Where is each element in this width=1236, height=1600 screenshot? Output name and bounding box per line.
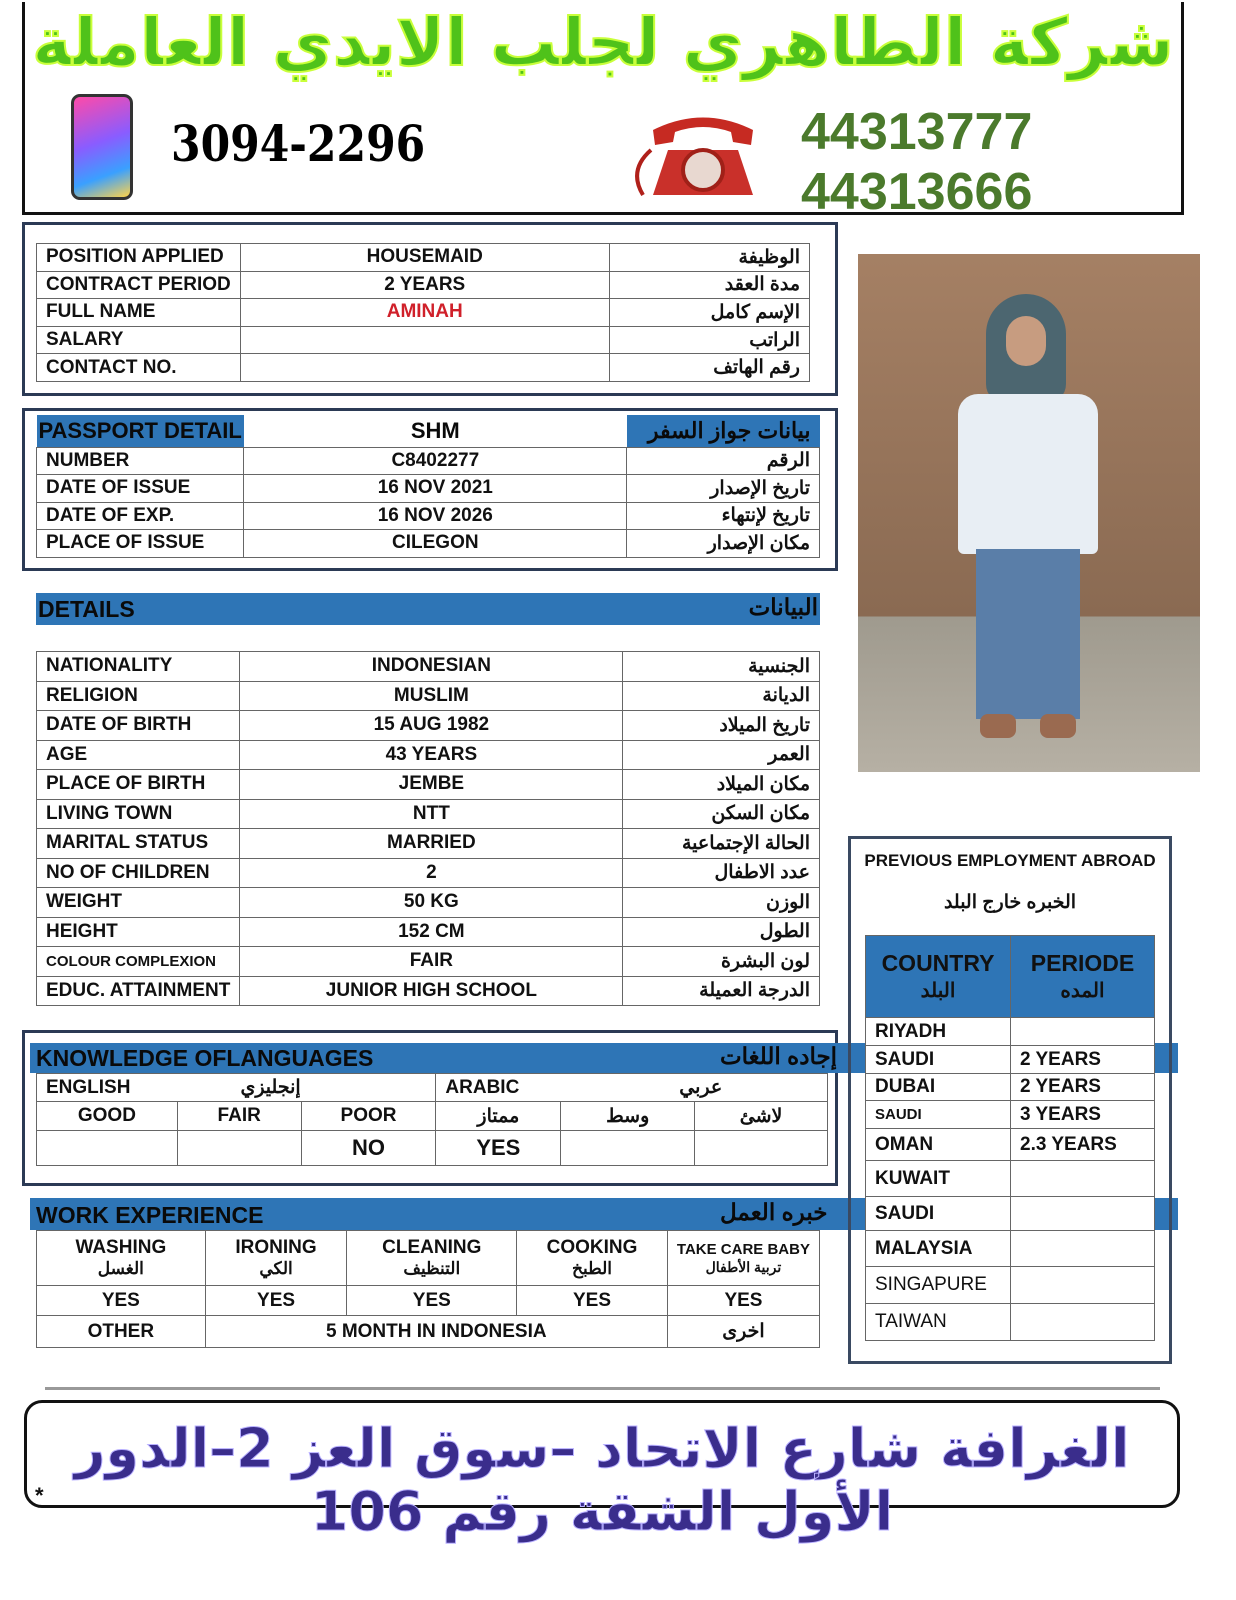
field-label-ar: تاريخ الميلاد <box>623 711 820 741</box>
other-label: OTHER <box>37 1316 206 1348</box>
table-row <box>37 326 810 354</box>
language-value <box>695 1131 828 1166</box>
field-value: JEMBE <box>240 770 623 800</box>
table-row <box>37 799 820 829</box>
table-row <box>37 475 820 503</box>
table-row <box>37 740 820 770</box>
table-row <box>37 770 820 800</box>
language-value: NO <box>301 1131 436 1166</box>
skill-name-ar: الغسل <box>97 1259 144 1279</box>
divider <box>45 1387 1160 1390</box>
work-title: WORK EXPERIENCE <box>36 1202 264 1228</box>
skill-name-ar: الكي <box>259 1259 293 1279</box>
skill-header <box>37 1231 206 1286</box>
table-row <box>37 711 820 741</box>
other-row <box>37 1316 820 1348</box>
field-value: 16 NOV 2021 <box>244 475 627 503</box>
skill-values-row <box>37 1286 820 1316</box>
table-row <box>37 858 820 888</box>
languages-title: KNOWLEDGE OFLANGUAGES <box>36 1045 374 1071</box>
previous-period <box>1011 1267 1155 1304</box>
skill-name: WASHING <box>75 1237 167 1259</box>
previous-country: KUWAIT <box>866 1161 1011 1197</box>
previous-country: SAUDI <box>866 1197 1011 1231</box>
field-label: NO OF CHILDREN <box>37 858 240 888</box>
work-table <box>36 1230 820 1348</box>
previous-country: MALAYSIA <box>866 1231 1011 1267</box>
field-label: EDUC. ATTAINMENT <box>37 976 240 1006</box>
field-label-ar: مكان الميلاد <box>623 770 820 800</box>
address: الغرافة شارع الاتحاد –سوق العز 2–الدور الأول الشقة رقم 106 <box>74 1417 1130 1543</box>
previous-row <box>866 1129 1155 1161</box>
field-label-ar: الطول <box>623 917 820 947</box>
arabic-ar: عربي <box>679 1077 723 1098</box>
field-label-ar: مكان السكن <box>623 799 820 829</box>
skill-value: YES <box>347 1286 517 1316</box>
phone-number-1: 44313777 <box>801 103 1033 161</box>
table-row <box>37 530 820 558</box>
passport-title: PASSPORT DETAIL <box>37 415 244 447</box>
field-label: RELIGION <box>37 681 240 711</box>
mobile-number: 3094-2296 <box>171 114 426 173</box>
previous-employment-table <box>865 935 1155 1341</box>
field-label-ar: الحالة الإجتماعية <box>623 829 820 859</box>
skill-name-ar: التنظيف <box>403 1259 461 1279</box>
previous-row <box>866 1197 1155 1231</box>
passport-code: SHM <box>410 417 460 443</box>
company-header <box>22 2 1184 221</box>
field-label-ar: الديانة <box>623 681 820 711</box>
field-label: PLACE OF ISSUE <box>37 530 244 558</box>
work-title-ar: خبره العمل <box>720 1199 828 1225</box>
company-name: شركة الطاهري لجلب الايدي العاملة <box>32 4 1174 81</box>
field-label: PLACE OF BIRTH <box>37 770 240 800</box>
col-ar: البلد <box>920 980 956 1003</box>
skill-name: TAKE CARE BABY <box>676 1241 810 1259</box>
table-row <box>37 299 810 327</box>
field-label: COLOUR COMPLEXION <box>37 947 240 977</box>
english-label <box>37 1074 436 1102</box>
language-level: وسط <box>561 1102 695 1131</box>
previous-country: OMAN <box>866 1129 1011 1161</box>
previous-country: SAUDI <box>866 1101 1011 1129</box>
previous-period: 2.3 YEARS <box>1011 1129 1155 1161</box>
col-ar: المده <box>1060 980 1105 1003</box>
previous-row <box>866 1231 1155 1267</box>
candidate-photo <box>858 254 1200 772</box>
field-label-ar: مكان الإصدار <box>627 530 820 558</box>
skill-value: YES <box>667 1286 819 1316</box>
passport-table <box>36 415 820 558</box>
skill-name: IRONING <box>235 1237 317 1259</box>
field-label: LIVING TOWN <box>37 799 240 829</box>
skill-name: COOKING <box>546 1237 638 1259</box>
table-row <box>37 502 820 530</box>
telephone-icon <box>623 110 783 200</box>
language-value <box>37 1131 178 1166</box>
previous-row <box>866 1161 1155 1197</box>
previous-country: SINGAPURE <box>866 1267 1011 1304</box>
previous-employment-title: PREVIOUS EMPLOYMENT ABROAD <box>864 851 1156 870</box>
language-values-row <box>37 1131 828 1166</box>
field-label-ar: الإسم كامل <box>609 299 809 327</box>
passport-header-row <box>37 415 820 447</box>
field-label: CONTRACT PERIOD <box>37 271 241 299</box>
language-names-row <box>37 1074 828 1102</box>
field-label-ar: الدرجة العميلة <box>623 976 820 1006</box>
skill-value: YES <box>517 1286 668 1316</box>
previous-employment-title-ar: الخبره خارج البلد <box>943 892 1077 913</box>
field-value: NTT <box>240 799 623 829</box>
field-label-ar: تاريخ لإنتهاء <box>627 502 820 530</box>
skill-value: YES <box>205 1286 347 1316</box>
field-value: CILEGON <box>244 530 627 558</box>
table-row <box>37 271 810 299</box>
table-row <box>37 244 810 272</box>
table-row <box>37 681 820 711</box>
col-en: COUNTRY <box>881 949 995 976</box>
language-levels-row <box>37 1102 828 1131</box>
field-value: INDONESIAN <box>240 652 623 682</box>
previous-row <box>866 1074 1155 1101</box>
field-value: 2 YEARS <box>240 271 609 299</box>
field-value <box>240 326 609 354</box>
passport-title-ar: بيانات جواز السفر <box>627 415 820 447</box>
field-value: 50 KG <box>240 888 623 918</box>
field-value: 2 <box>240 858 623 888</box>
field-value: 152 CM <box>240 917 623 947</box>
details-title-ar: البيانات <box>748 594 818 620</box>
field-label: POSITION APPLIED <box>37 244 241 272</box>
previous-col-header <box>866 936 1011 1018</box>
previous-period: 2 YEARS <box>1011 1046 1155 1074</box>
previous-country: SAUDI <box>866 1046 1011 1074</box>
previous-period <box>1011 1197 1155 1231</box>
mobile-phone-icon <box>71 94 133 200</box>
field-label-ar: رقم الهاتف <box>609 354 809 382</box>
skill-header <box>517 1231 668 1286</box>
phone-number-2: 44313666 <box>801 163 1033 221</box>
col-en: PERIODE <box>1030 949 1135 976</box>
details-table <box>36 651 820 1006</box>
other-label-ar: اخرى <box>667 1316 819 1348</box>
skill-name-ar: تربية الأطفال <box>705 1258 782 1275</box>
field-label-ar: الوظيفة <box>609 244 809 272</box>
field-value: JUNIOR HIGH SCHOOL <box>240 976 623 1006</box>
details-header <box>36 593 820 625</box>
arabic-label <box>436 1074 828 1102</box>
field-label-ar: الرقم <box>627 447 820 475</box>
field-label-ar: تاريخ الإصدار <box>627 475 820 503</box>
language-level: POOR <box>301 1102 436 1131</box>
field-value: MARRIED <box>240 829 623 859</box>
previous-row <box>866 1046 1155 1074</box>
field-label: AGE <box>37 740 240 770</box>
field-label: NATIONALITY <box>37 652 240 682</box>
previous-period <box>1011 1161 1155 1197</box>
field-value: 43 YEARS <box>240 740 623 770</box>
previous-row <box>866 1304 1155 1341</box>
field-value: C8402277 <box>244 447 627 475</box>
field-value: MUSLIM <box>240 681 623 711</box>
field-value: 16 NOV 2026 <box>244 502 627 530</box>
field-label: CONTACT NO. <box>37 354 241 382</box>
field-value: FAIR <box>240 947 623 977</box>
language-level: FAIR <box>177 1102 301 1131</box>
field-label: HEIGHT <box>37 917 240 947</box>
field-label-ar: الراتب <box>609 326 809 354</box>
field-value: HOUSEMAID <box>240 244 609 272</box>
field-label: FULL NAME <box>37 299 241 327</box>
other-value: 5 MONTH IN INDONESIA <box>205 1316 667 1348</box>
field-label-ar: الجنسية <box>623 652 820 682</box>
field-label: MARITAL STATUS <box>37 829 240 859</box>
previous-period: 3 YEARS <box>1011 1101 1155 1129</box>
skills-row <box>37 1231 820 1286</box>
skill-header <box>347 1231 517 1286</box>
skill-name-ar: الطبخ <box>572 1259 612 1279</box>
table-row <box>37 917 820 947</box>
field-label: DATE OF ISSUE <box>37 475 244 503</box>
field-label: WEIGHT <box>37 888 240 918</box>
field-label: NUMBER <box>37 447 244 475</box>
previous-period <box>1011 1304 1155 1341</box>
previous-row <box>866 1267 1155 1304</box>
table-row <box>37 652 820 682</box>
field-label-ar: لون البشرة <box>623 947 820 977</box>
field-label-ar: الوزن <box>623 888 820 918</box>
basic-info-table <box>36 243 810 382</box>
previous-row <box>866 1101 1155 1129</box>
language-level: GOOD <box>37 1102 178 1131</box>
field-value: 15 AUG 1982 <box>240 711 623 741</box>
previous-country: TAIWAN <box>866 1304 1011 1341</box>
field-label: DATE OF BIRTH <box>37 711 240 741</box>
table-row <box>37 947 820 977</box>
language-level: ممتاز <box>436 1102 561 1131</box>
field-label-ar: العمر <box>623 740 820 770</box>
field-label: SALARY <box>37 326 241 354</box>
previous-country: RIYADH <box>866 1018 1011 1046</box>
details-title: DETAILS <box>38 596 135 622</box>
skill-value: YES <box>37 1286 206 1316</box>
languages-table <box>36 1073 828 1166</box>
previous-row <box>866 1018 1155 1046</box>
english-ar: إنجليزي <box>240 1077 301 1098</box>
language-level: لاشئ <box>695 1102 828 1131</box>
table-row <box>37 888 820 918</box>
previous-period: 2 YEARS <box>1011 1074 1155 1101</box>
field-label-ar: مدة العقد <box>609 271 809 299</box>
table-row <box>37 976 820 1006</box>
arabic-en: ARABIC <box>445 1077 520 1098</box>
table-row <box>37 447 820 475</box>
english-en: ENGLISH <box>46 1077 131 1098</box>
previous-country: DUBAI <box>866 1074 1011 1101</box>
field-value: AMINAH <box>240 299 609 327</box>
field-label: DATE OF EXP. <box>37 502 244 530</box>
previous-period <box>1011 1018 1155 1046</box>
previous-header-row <box>866 936 1155 1018</box>
skill-header <box>667 1231 819 1286</box>
languages-title-ar: إجاده اللغات <box>720 1043 838 1069</box>
language-value <box>177 1131 301 1166</box>
language-value <box>561 1131 695 1166</box>
table-row <box>37 829 820 859</box>
footnote-mark: * <box>35 1483 44 1508</box>
previous-col-header <box>1011 936 1155 1018</box>
field-label-ar: عدد الاطفال <box>623 858 820 888</box>
language-value: YES <box>436 1131 561 1166</box>
field-value <box>240 354 609 382</box>
table-row <box>37 354 810 382</box>
skill-name: CLEANING <box>382 1237 482 1259</box>
address-footer <box>24 1400 1180 1543</box>
skill-header <box>205 1231 347 1286</box>
previous-period <box>1011 1231 1155 1267</box>
